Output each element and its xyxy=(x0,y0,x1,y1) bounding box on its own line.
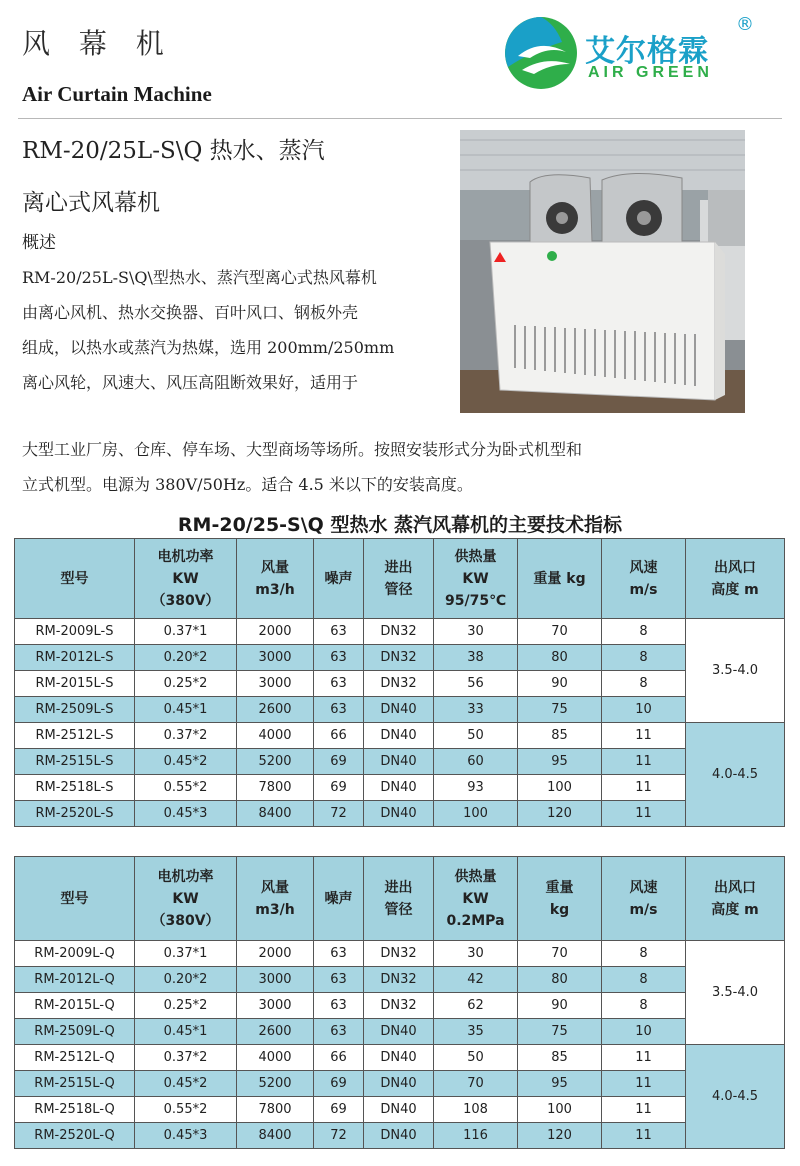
header-divider xyxy=(18,118,782,119)
desc-line: 离心风轮，风速大、风压高阻断效果好，适用于 xyxy=(22,373,359,392)
spec-table-hot-water xyxy=(14,856,785,1149)
table-cell: 3000 xyxy=(237,671,314,697)
table-cell: RM-2515L-S xyxy=(15,749,135,775)
desc-line: 组成，以热水或蒸汽为热媒，选用 200mm/250mm xyxy=(22,338,395,357)
table-row xyxy=(15,619,785,645)
table-cell: DN40 xyxy=(364,801,434,827)
table-cell: RM-2012L-Q xyxy=(15,967,135,993)
table-cell: 75 xyxy=(518,697,602,723)
table-cell: 0.45*3 xyxy=(135,1123,237,1149)
table-cell: 69 xyxy=(314,775,364,801)
table-cell: 8 xyxy=(602,671,686,697)
table-cell: DN40 xyxy=(364,749,434,775)
table-cell: 90 xyxy=(518,671,602,697)
table-row xyxy=(15,749,785,775)
table-cell: RM-2015L-S xyxy=(15,671,135,697)
table-cell: 33 xyxy=(434,697,518,723)
table-cell: DN40 xyxy=(364,1097,434,1123)
table-cell: 0.45*1 xyxy=(135,697,237,723)
table-cell: 8 xyxy=(602,993,686,1019)
table-cell: 4000 xyxy=(237,1045,314,1071)
table-cell: 30 xyxy=(434,941,518,967)
table-cell: 8400 xyxy=(237,801,314,827)
logo-name-en: AIR GREEN xyxy=(588,64,713,81)
table-cell: 108 xyxy=(434,1097,518,1123)
table-row xyxy=(15,801,785,827)
table-cell: 0.37*2 xyxy=(135,723,237,749)
table-cell: RM-2509L-Q xyxy=(15,1019,135,1045)
table-cell: 69 xyxy=(314,749,364,775)
table-cell: RM-2518L-Q xyxy=(15,1097,135,1123)
table-cell: 4000 xyxy=(237,723,314,749)
table-cell: 11 xyxy=(602,723,686,749)
col-header-pipe: 进出 管径 xyxy=(364,857,434,941)
table-cell: 11 xyxy=(602,801,686,827)
table-cell: 120 xyxy=(518,801,602,827)
table-cell: 5200 xyxy=(237,749,314,775)
table-cell: 63 xyxy=(314,941,364,967)
table-cell: 0.55*2 xyxy=(135,1097,237,1123)
table-cell: 0.45*2 xyxy=(135,749,237,775)
height-group-cell: 4.0-4.5 xyxy=(686,723,785,827)
table-cell: RM-2512L-Q xyxy=(15,1045,135,1071)
table-cell: 5200 xyxy=(237,1071,314,1097)
table-cell: DN40 xyxy=(364,1071,434,1097)
table-cell: RM-2015L-Q xyxy=(15,993,135,1019)
logo-name-cn: 艾尔格霖 xyxy=(585,34,709,69)
height-group-cell: 3.5-4.0 xyxy=(686,941,785,1045)
table-cell: 0.20*2 xyxy=(135,645,237,671)
table-cell: RM-2012L-S xyxy=(15,645,135,671)
table-cell: RM-2009L-Q xyxy=(15,941,135,967)
table-cell: 0.20*2 xyxy=(135,967,237,993)
table-header-row xyxy=(15,857,785,941)
table-cell: 63 xyxy=(314,993,364,1019)
table-cell: 72 xyxy=(314,1123,364,1149)
col-header-heat: 供热量 KW 95/75℃ xyxy=(434,539,518,619)
table-cell: 11 xyxy=(602,1123,686,1149)
table-cell: 63 xyxy=(314,619,364,645)
table-cell: 95 xyxy=(518,749,602,775)
table-cell: DN32 xyxy=(364,967,434,993)
table-cell: 8 xyxy=(602,619,686,645)
table-body xyxy=(15,941,785,1149)
table-cell: DN40 xyxy=(364,1045,434,1071)
table-cell: 80 xyxy=(518,967,602,993)
blower-housing-right xyxy=(602,173,682,242)
table-cell: RM-2520L-Q xyxy=(15,1123,135,1149)
table-cell: 11 xyxy=(602,1071,686,1097)
desc-line: 由离心风机、热水交换器、百叶风口、钢板外壳 xyxy=(22,303,359,322)
table-cell: 35 xyxy=(434,1019,518,1045)
page-title: 风 幕 机 xyxy=(22,27,174,60)
table-cell: 0.37*2 xyxy=(135,1045,237,1071)
table-cell: 7800 xyxy=(237,775,314,801)
table-cell: 11 xyxy=(602,749,686,775)
table-cell: 0.55*2 xyxy=(135,775,237,801)
desc-line: 大型工业厂房、仓库、停车场、大型商场等场所。按照安装形式分为卧式机型和 xyxy=(22,440,583,459)
table-cell: DN40 xyxy=(364,775,434,801)
table-row xyxy=(15,645,785,671)
table-cell: 2600 xyxy=(237,1019,314,1045)
table-row xyxy=(15,1071,785,1097)
table-cell: 70 xyxy=(434,1071,518,1097)
table-cell: DN40 xyxy=(364,697,434,723)
table-cell: 2000 xyxy=(237,941,314,967)
table-cell: 93 xyxy=(434,775,518,801)
table-row xyxy=(15,993,785,1019)
logo-globe-icon xyxy=(500,12,582,94)
table-cell: 8 xyxy=(602,941,686,967)
table-cell: 0.45*1 xyxy=(135,1019,237,1045)
table-cell: DN32 xyxy=(364,671,434,697)
product-description-cont xyxy=(22,432,782,502)
col-header-airflow: 风量 m3/h xyxy=(237,857,314,941)
table-cell: 42 xyxy=(434,967,518,993)
col-header-height: 出风口 高度 m xyxy=(686,857,785,941)
table-cell: 90 xyxy=(518,993,602,1019)
height-group-cell: 3.5-4.0 xyxy=(686,619,785,723)
table-cell: 38 xyxy=(434,645,518,671)
table-cell: 3000 xyxy=(237,993,314,1019)
table-cell: DN32 xyxy=(364,619,434,645)
table-cell: 11 xyxy=(602,775,686,801)
table-cell: 8 xyxy=(602,645,686,671)
table-cell: 30 xyxy=(434,619,518,645)
col-header-speed: 风速 m/s xyxy=(602,539,686,619)
table-cell: 11 xyxy=(602,1045,686,1071)
table-cell: 2600 xyxy=(237,697,314,723)
col-header-model: 型号 xyxy=(15,539,135,619)
blower-housing-left xyxy=(530,175,592,242)
table-row xyxy=(15,1045,785,1071)
col-header-pipe: 进出 管径 xyxy=(364,539,434,619)
table-cell: 63 xyxy=(314,671,364,697)
table-cell: 100 xyxy=(518,775,602,801)
table-cell: RM-2515L-Q xyxy=(15,1071,135,1097)
table-cell: 69 xyxy=(314,1071,364,1097)
table-row xyxy=(15,1097,785,1123)
table-cell: 66 xyxy=(314,723,364,749)
table-cell: 3000 xyxy=(237,645,314,671)
table-cell: 85 xyxy=(518,723,602,749)
table-cell: RM-2009L-S xyxy=(15,619,135,645)
table-body xyxy=(15,619,785,827)
table-cell: 0.45*2 xyxy=(135,1071,237,1097)
col-header-speed: 风速 m/s xyxy=(602,857,686,941)
table-row xyxy=(15,967,785,993)
table-cell: 62 xyxy=(434,993,518,1019)
col-header-motor-power: 电机功率 KW （380V） xyxy=(135,539,237,619)
table-cell: DN32 xyxy=(364,993,434,1019)
overview-label: 概述 xyxy=(22,233,56,253)
table-cell: DN40 xyxy=(364,723,434,749)
table-cell: 85 xyxy=(518,1045,602,1071)
product-description xyxy=(22,260,462,400)
table-cell: 0.25*2 xyxy=(135,671,237,697)
table-cell: 0.25*2 xyxy=(135,993,237,1019)
col-header-height: 出风口 高度 m xyxy=(686,539,785,619)
table-cell: 0.45*3 xyxy=(135,801,237,827)
table-cell: 50 xyxy=(434,1045,518,1071)
product-title: RM-20/25L-S\Q 热水、蒸汽 xyxy=(22,138,325,164)
table-row xyxy=(15,941,785,967)
brand-logo xyxy=(500,12,780,92)
table-cell: 69 xyxy=(314,1097,364,1123)
col-header-weight: 重量 kg xyxy=(518,539,602,619)
table-row xyxy=(15,775,785,801)
col-header-model: 型号 xyxy=(15,857,135,941)
table-row xyxy=(15,723,785,749)
table-cell: 80 xyxy=(518,645,602,671)
table-cell: RM-2520L-S xyxy=(15,801,135,827)
table-cell: 72 xyxy=(314,801,364,827)
table-cell: 8 xyxy=(602,967,686,993)
table-header-row xyxy=(15,539,785,619)
unit-logo-icon xyxy=(547,251,557,261)
table-cell: 116 xyxy=(434,1123,518,1149)
col-header-heat: 供热量 KW 0.2MPa xyxy=(434,857,518,941)
table-cell: 75 xyxy=(518,1019,602,1045)
product-photo xyxy=(460,130,745,413)
table-cell: 0.37*1 xyxy=(135,619,237,645)
table-cell: RM-2512L-S xyxy=(15,723,135,749)
tables-caption: RM-20/25-S\Q 型热水 蒸汽风幕机的主要技术指标 xyxy=(177,514,623,536)
table-row xyxy=(15,697,785,723)
col-header-weight: 重量 kg xyxy=(518,857,602,941)
table-cell: DN32 xyxy=(364,645,434,671)
height-group-cell: 4.0-4.5 xyxy=(686,1045,785,1149)
col-header-noise: 噪声 xyxy=(314,539,364,619)
table-cell: 8400 xyxy=(237,1123,314,1149)
table-cell: 60 xyxy=(434,749,518,775)
table-cell: 63 xyxy=(314,645,364,671)
table-cell: 63 xyxy=(314,967,364,993)
table-row xyxy=(15,1019,785,1045)
col-header-noise: 噪声 xyxy=(314,857,364,941)
table-cell: DN40 xyxy=(364,1019,434,1045)
table-cell: 50 xyxy=(434,723,518,749)
table-cell: 11 xyxy=(602,1097,686,1123)
table-cell: 0.37*1 xyxy=(135,941,237,967)
table-row xyxy=(15,1123,785,1149)
table-row xyxy=(15,671,785,697)
table-cell: 10 xyxy=(602,697,686,723)
page-subtitle-en: Air Curtain Machine xyxy=(22,82,212,106)
table-cell: 3000 xyxy=(237,967,314,993)
table-cell: RM-2509L-S xyxy=(15,697,135,723)
product-title-line2: 离心式风幕机 xyxy=(22,190,160,216)
table-cell: 7800 xyxy=(237,1097,314,1123)
table-cell: 2000 xyxy=(237,619,314,645)
table-cell: DN40 xyxy=(364,1123,434,1149)
table-cell: 63 xyxy=(314,697,364,723)
table-cell: 66 xyxy=(314,1045,364,1071)
registered-mark: ® xyxy=(736,14,754,35)
table-cell: 10 xyxy=(602,1019,686,1045)
table-cell: 70 xyxy=(518,619,602,645)
spec-table-steam xyxy=(14,538,785,827)
desc-line: RM-20/25L-S\Q\型热水、蒸汽型离心式热风幕机 xyxy=(22,268,377,287)
table-cell: 95 xyxy=(518,1071,602,1097)
table-cell: 56 xyxy=(434,671,518,697)
table-cell: 63 xyxy=(314,1019,364,1045)
desc-line: 立式机型。电源为 380V/50Hz。适合 4.5 米以下的安装高度。 xyxy=(22,475,473,494)
col-header-motor-power: 电机功率 KW （380V） xyxy=(135,857,237,941)
table-cell: DN32 xyxy=(364,941,434,967)
col-header-airflow: 风量 m3/h xyxy=(237,539,314,619)
table-cell: 70 xyxy=(518,941,602,967)
table-cell: 100 xyxy=(518,1097,602,1123)
table-cell: RM-2518L-S xyxy=(15,775,135,801)
table-cell: 100 xyxy=(434,801,518,827)
table-cell: 120 xyxy=(518,1123,602,1149)
